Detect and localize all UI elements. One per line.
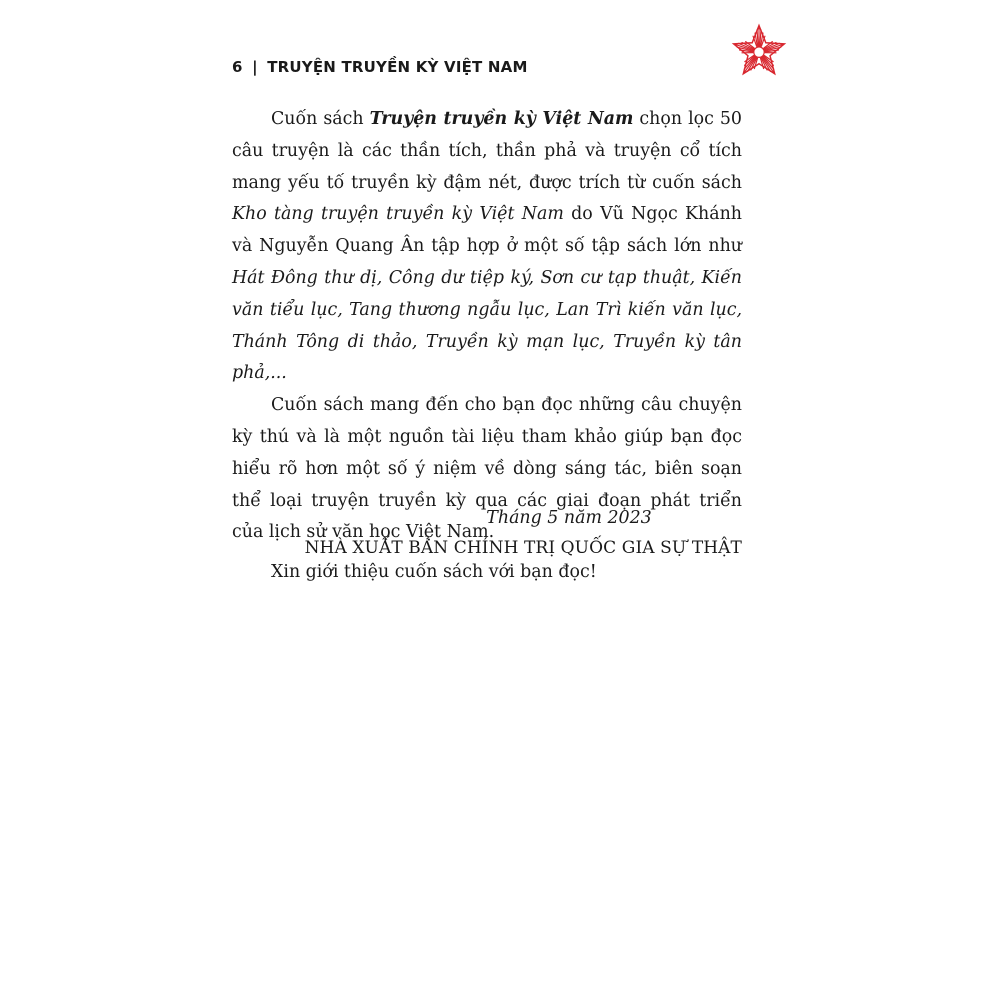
paragraph-3: Xin giới thiệu cuốn sách với bạn đọc! (271, 562, 597, 583)
book-title: Truyện truyền kỳ Việt Nam (369, 109, 634, 129)
paragraph-2: Cuốn sách mang đến cho bạn đọc những câu chuyện kỳ thú và là một nguồn tài liệu tham khảo giúp bạn đọc hiểu rõ hơn một số ý niệm về dòng sáng tác, biên soạn thể loại truyện truyền kỳ qua các giai đoạn phát triển của lịch sử văn học Việt Nam. (232, 395, 742, 543)
running-header (232, 58, 528, 78)
publisher-star-logo-icon (730, 22, 788, 80)
collection-titles: Hát Đông thư dị, Công dư tiệp ký, Sơn cư tạp thuật, Kiến văn tiểu lục, Tang thương ngẫu lục, Lan Trì kiến văn lục, Thánh Tông di thảo, Truyền kỳ mạn lục, Truyền kỳ tân phả,... (232, 267, 742, 384)
paragraph-1-part-2: chọn lọc 50 câu truyện là các thần tích, thần phả và truyện cổ tích mang yếu tố truyền kỳ đậm nét, được trích từ cuốn sách (232, 109, 742, 193)
paragraph-1 (232, 104, 742, 390)
paragraph-1-intro: Cuốn sách (271, 109, 370, 129)
page-number: 6 (232, 58, 243, 76)
publisher-name: NHÀ XUẤT BẢN CHÍNH TRỊ QUỐC GIA SỰ THẬT (304, 538, 742, 558)
signature-date: Tháng 5 năm 2023 (486, 508, 652, 528)
source-book-title: Kho tàng truyện truyền kỳ Việt Nam (232, 204, 564, 225)
running-title: TRUYỆN TRUYỀN KỲ VIỆT NAM (267, 58, 528, 76)
paragraph-1-part-3: do Vũ Ngọc Khánh và Nguyễn Quang Ân tập hợp ở một số tập sách lớn như (232, 204, 742, 257)
logo-center (754, 47, 764, 57)
header-separator: | (252, 58, 258, 76)
